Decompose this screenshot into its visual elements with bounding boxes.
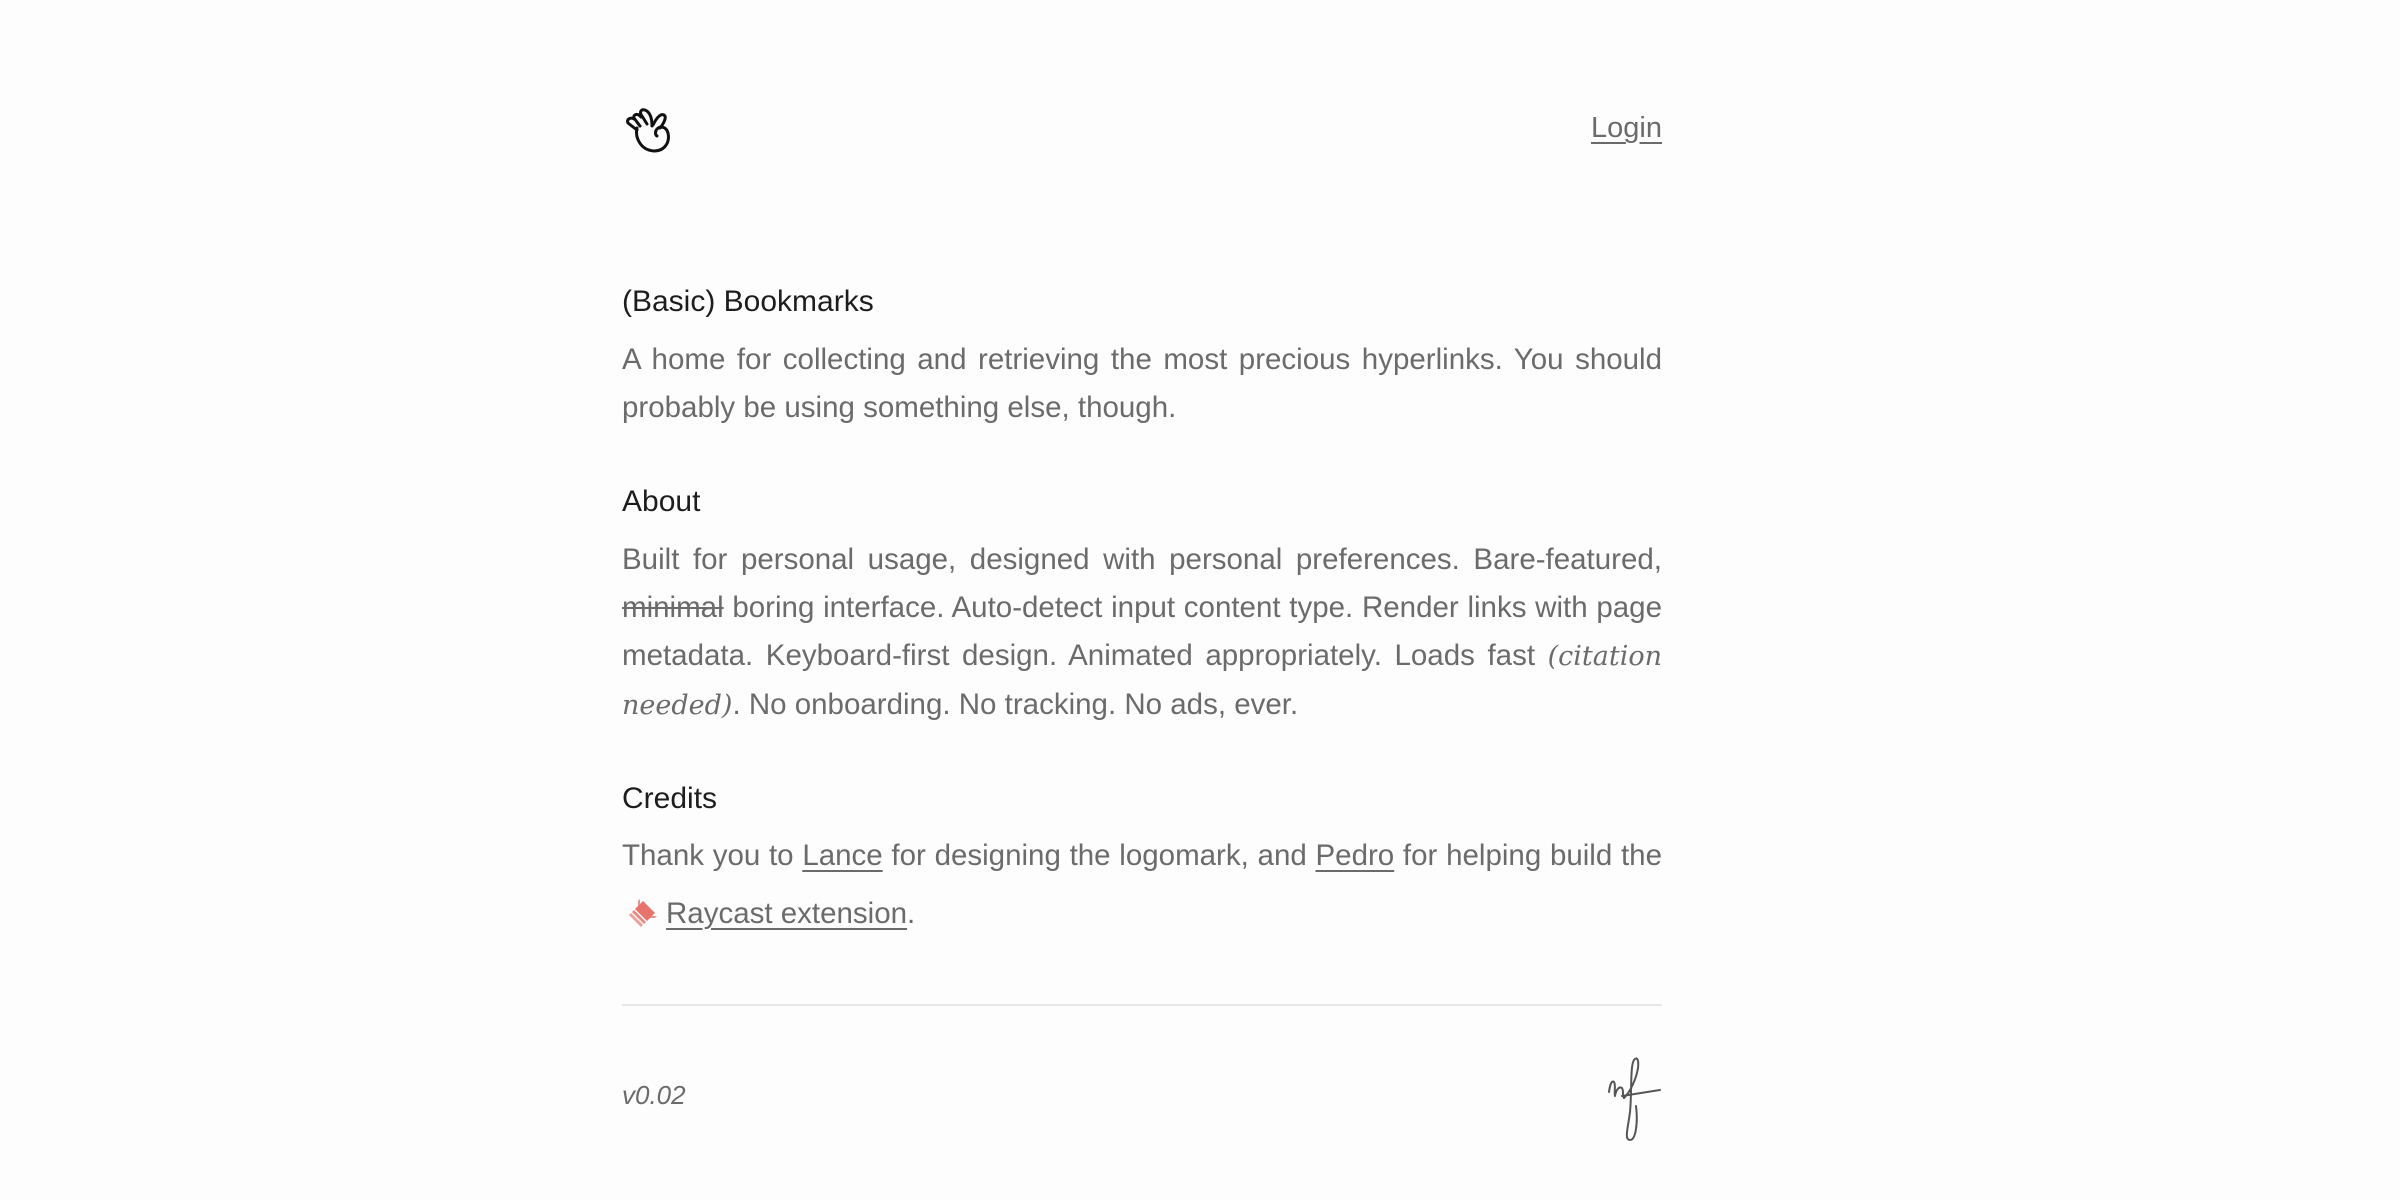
credits-heading: Credits xyxy=(622,782,718,815)
credits-section xyxy=(622,779,1662,943)
lance-link[interactable]: Lance xyxy=(802,839,883,872)
credits-text-part-2: for designing the logomark, and xyxy=(882,839,1316,872)
about-text-part-1: Built for personal usage, designed with personal preferences. Bare-featured, xyxy=(622,543,1662,576)
intro-text: A home for collecting and retrieving the most precious hyperlinks. You should probably be using something else, though. xyxy=(622,343,1662,424)
footer-divider xyxy=(622,1004,1662,1006)
raycast-extension-link[interactable]: Raycast extension xyxy=(666,897,908,930)
about-text xyxy=(622,536,1662,730)
waving-hand-icon[interactable] xyxy=(622,104,672,154)
about-heading: About xyxy=(622,485,701,518)
pedro-link[interactable]: Pedro xyxy=(1315,839,1395,872)
version-label: v0.02 xyxy=(622,1080,686,1110)
credits-text-part-1: Thank you to xyxy=(622,839,803,872)
intro-section xyxy=(622,282,1662,432)
raycast-icon xyxy=(626,896,660,930)
signature-icon xyxy=(1606,1052,1662,1142)
citation-note: (citation needed) xyxy=(622,641,1662,721)
header xyxy=(622,104,1662,156)
page xyxy=(622,0,1662,1200)
page-title: (Basic) Bookmarks xyxy=(622,285,874,318)
login-link[interactable]: Login xyxy=(1591,112,1662,144)
credits-text-part-3: for helping build the xyxy=(1394,839,1662,872)
about-text-part-3: . No onboarding. No tracking. No ads, ever. xyxy=(732,688,1299,721)
credits-text xyxy=(622,827,1662,943)
about-text-part-2: boring interface. Auto-detect input content type. Render links with page metadata. Keyboard-first design. Animated appropriately. Loads fast xyxy=(622,591,1662,672)
about-section xyxy=(622,482,1662,730)
credits-text-end: . xyxy=(907,897,916,930)
struck-word: minimal xyxy=(622,591,724,624)
